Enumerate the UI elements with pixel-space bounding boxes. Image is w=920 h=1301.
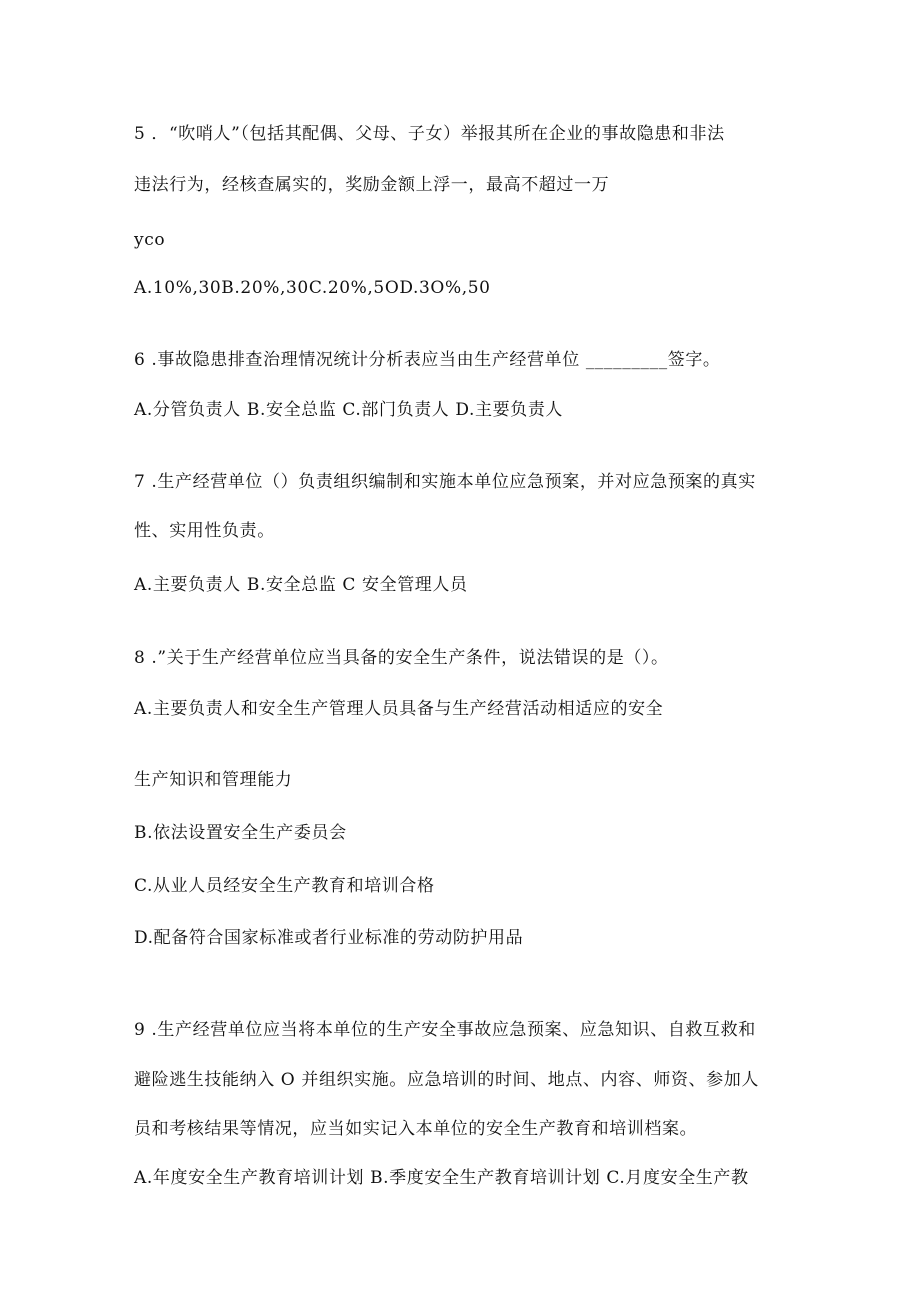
question-7-options: A.主要负责人 B.安全总监 C 安全管理人员	[134, 575, 468, 595]
question-9-options: A.年度安全生产教育培训计划 B.季度安全生产教育培训计划 C.月度安全生产教	[134, 1168, 749, 1188]
question-9-line-3: 员和考核结果等情况，应当如实记入本单位的安全生产教育和培训档案。	[134, 1119, 698, 1139]
question-8-option-a-line-1: A.主要负责人和安全生产管理人员具备与生产经营活动相适应的安全	[134, 699, 664, 719]
question-5-options: A.10%,30B.20%,30C.20%,5OD.3O%,50	[134, 278, 491, 298]
question-7-line-2: 性、实用性负责。	[134, 521, 275, 541]
question-6-options: A.分管负责人 B.安全总监 C.部门负责人 D.主要负责人	[134, 400, 564, 420]
question-8-option-c: C.从业人员经安全生产教育和培训合格	[134, 876, 435, 896]
question-9-line-2: 避险逃生技能纳入 O 并组织实施。应急培训的时间、地点、内容、师资、参加人	[134, 1070, 759, 1090]
question-5-line-2: 违法行为，经核查属实的，奖励金额上浮一，最高不超过一万	[134, 175, 610, 195]
question-8-option-a-line-2: 生产知识和管理能力	[134, 770, 293, 790]
question-9-line-1: 9 .生产经营单位应当将本单位的生产安全事故应急预案、应急知识、自救互救和	[134, 1020, 756, 1040]
question-5-line-3: yco	[134, 230, 166, 250]
question-8-line-1: 8 .”关于生产经营单位应当具备的安全生产条件，说法错误的是（）。	[134, 648, 669, 668]
question-7-line-1: 7 .生产经营单位（）负责组织编制和实施本单位应急预案，并对应急预案的真实	[134, 472, 756, 492]
question-8-option-b: B.依法设置安全生产委员会	[134, 823, 347, 843]
question-6-line-1: 6 .事故隐患排查治理情况统计分析表应当由生产经营单位 _________签字。	[134, 350, 721, 370]
question-8-option-d: D.配备符合国家标准或者行业标准的劳动防护用品	[134, 928, 524, 948]
question-5-line-1: 5 ．“吹哨人”（包括其配偶、父母、子女）举报其所在企业的事故隐患和非法	[134, 124, 725, 144]
